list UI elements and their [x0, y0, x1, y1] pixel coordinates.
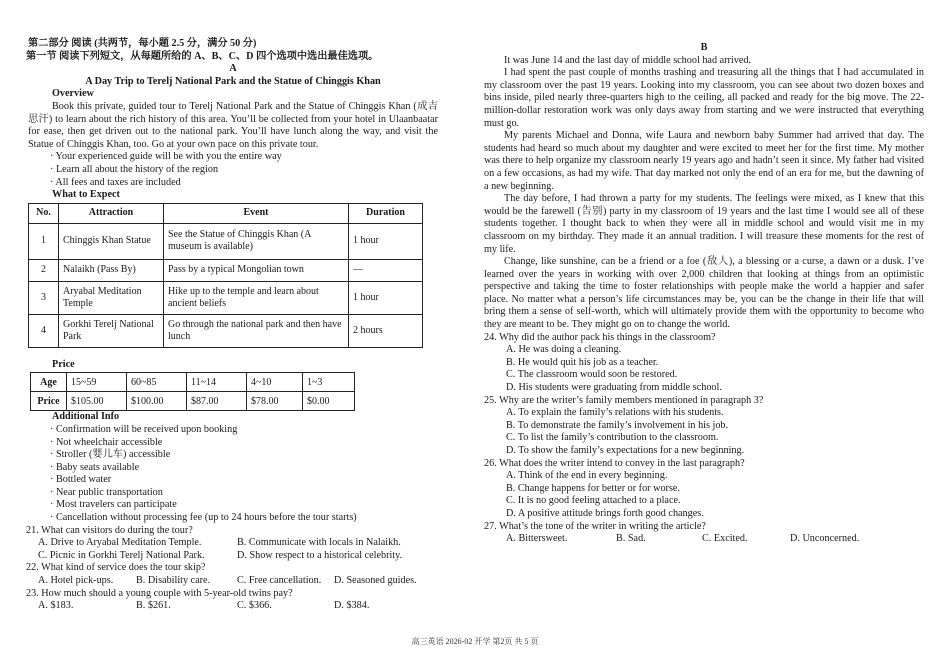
cell-no: 1: [29, 223, 59, 259]
section-instruction: 第一节 阅读下列短文，从每题所给的 A、B、C、D 四个选项中选出最佳选项。: [26, 50, 379, 62]
age-label: Age: [31, 373, 67, 392]
table-header-row: [29, 203, 423, 223]
price-heading: Price: [52, 358, 75, 370]
table-row: [29, 314, 423, 347]
question-23: [26, 588, 438, 613]
cell-no: 2: [29, 259, 59, 281]
price-row-price: [31, 392, 355, 411]
age-cell: 1~3: [303, 373, 355, 392]
table-row: [29, 259, 423, 281]
table-row: [29, 223, 423, 259]
question-text: 24. Why did the author pack his things in the classroom?: [484, 331, 716, 343]
option-b[interactable]: B. He would quit his job as a teacher.: [506, 356, 659, 368]
cell-attraction: Nalaikh (Pass By): [59, 259, 164, 281]
passage-b-p4: The day before, I had thrown a party for my students. The feelings were mixed, as I knew that this would be the farewell (告别) party in my classroom of 19 years and the last time I would see all of these students together. I thought back to when they were all in middle school and would visit me in my classroom on my birthday. They made it an annual tradition. I will treasure these moments for the rest of my life.: [484, 193, 924, 255]
price-cell: $0.00: [303, 392, 355, 411]
price-row-age: [31, 373, 355, 392]
age-cell: 11~14: [187, 373, 247, 392]
question-text: 25. Why are the writer’s family members mentioned in paragraph 3?: [484, 394, 764, 406]
option-a[interactable]: A. Think of the end in every beginning.: [506, 470, 668, 482]
cell-attraction: Aryabal Meditation Temple: [59, 281, 164, 314]
info-item: · Cancellation without processing fee (up to 24 hours before the tour starts): [50, 512, 357, 524]
cell-duration: —: [349, 259, 423, 281]
price-cell: $78.00: [247, 392, 303, 411]
option-b[interactable]: B. To demonstrate the family’s involvement in his job.: [506, 419, 729, 431]
info-item: · Bottled water: [50, 474, 112, 486]
overview-bullet: · Learn all about the history of the region: [50, 163, 219, 175]
option-b[interactable]: B. Disability care.: [136, 575, 211, 587]
option-d[interactable]: D. $384.: [334, 600, 370, 612]
option-a[interactable]: A. To explain the family’s relations with his students.: [506, 407, 724, 419]
question-21: [26, 525, 438, 563]
cell-duration: 1 hour: [349, 281, 423, 314]
option-d[interactable]: D. Unconcerned.: [790, 533, 860, 545]
passage-b-p1: It was June 14 and the last day of middle school had arrived.: [504, 54, 751, 66]
option-c[interactable]: C. Excited.: [702, 533, 748, 545]
question-27: [484, 521, 924, 546]
cell-event: Hike up to the temple and learn about ancient beliefs: [164, 281, 349, 314]
info-item: · Not wheelchair accessible: [50, 436, 163, 448]
cell-attraction: Gorkhi Terelj National Park: [59, 314, 164, 347]
overview-heading: Overview: [52, 88, 94, 100]
right-column: [484, 42, 924, 546]
price-cell: $105.00: [67, 392, 127, 411]
option-a[interactable]: A. Drive to Aryabal Meditation Temple.: [38, 537, 202, 549]
attractions-table: [28, 203, 423, 348]
option-b[interactable]: B. Communicate with locals in Nalaikh.: [237, 537, 401, 549]
price-cell: $87.00: [187, 392, 247, 411]
option-d[interactable]: D. To show the family’s expectations for a new beginning.: [506, 445, 745, 456]
cell-event: See the Statue of Chinggis Khan (A museum is available): [164, 223, 349, 259]
question-text: 27. What’s the tone of the writer in writing the article?: [484, 520, 706, 532]
info-item: · Most travelers can participate: [50, 499, 177, 511]
cell-no: 3: [29, 281, 59, 314]
option-b[interactable]: B. Sad.: [616, 533, 646, 545]
option-c[interactable]: C. It is no good feeling attached to a place.: [506, 495, 681, 507]
col-header-no: No.: [29, 203, 59, 223]
question-22: [26, 562, 438, 587]
option-c[interactable]: C. The classroom would soon be restored.: [506, 369, 678, 381]
question-text: 21. What can visitors do during the tour?: [26, 524, 193, 536]
expect-heading: What to Expect: [52, 189, 120, 201]
question-26: [484, 458, 924, 521]
cell-duration: 2 hours: [349, 314, 423, 347]
section-heading: 第二部分 阅读 (共两节，每小题 2.5 分，满分 50 分): [28, 38, 257, 49]
option-a[interactable]: A. Bittersweet.: [506, 533, 568, 545]
passage-b-p5: Change, like sunshine, can be a friend or a foe (敌人), a blessing or a curse, a dawn or a dusk. I’ve learned over the years in working with over 2,000 children that looking at things from an optimistic perspective and taking the time to foster relationships with people make the world a happier and safer place. No matter what a person’s life circumstances may be, you can be the change in their life that will bring them a sense of self-worth, which will ultimately provide them with the opportunity to become who they are meant to be. They might go on to change the world.: [484, 256, 924, 331]
age-cell: 60~85: [127, 373, 187, 392]
passage-b-letter: B: [700, 42, 708, 53]
info-item: · Confirmation will be received upon booking: [50, 423, 238, 435]
passage-a-title: A Day Trip to Terelj National Park and the Statue of Chinggis Khan: [85, 75, 381, 87]
passage-b-p3: My parents Michael and Donna, wife Laura and newborn baby Summer had arrived that day. The students had heard so much about my daughter and were excited to meet her for the first time. My mother was there to help organize my classroom nearly 19 years ago and hadn’t seen it since. My father had visited on a few occasions, as had my wife. That day marked not only the end of an era for me, but the dawning of a new beginning.: [484, 130, 924, 192]
option-a[interactable]: A. Hotel pick-ups.: [38, 575, 114, 587]
overview-bullet: · Your experienced guide will be with you the entire way: [50, 151, 282, 163]
option-c[interactable]: C. Free cancellation.: [237, 575, 322, 587]
option-d[interactable]: D. Show respect to a historical celebrity.: [237, 549, 403, 561]
age-cell: 4~10: [247, 373, 303, 392]
cell-no: 4: [29, 314, 59, 347]
option-d[interactable]: D. His students were graduating from middle school.: [506, 382, 722, 394]
option-a[interactable]: A. He was doing a cleaning.: [506, 344, 622, 356]
left-column: [28, 38, 438, 613]
option-c[interactable]: C. To list the family’s contribution to the classroom.: [506, 432, 719, 444]
question-text: 26. What does the writer intend to convey in the last paragraph?: [484, 457, 745, 469]
info-item: · Stroller (婴儿车) accessible: [50, 449, 171, 461]
page-footer: 高三英语 2026-02 开学 第2页 共 5 页: [411, 637, 539, 646]
overview-bullet: · All fees and taxes are included: [50, 176, 181, 188]
cell-duration: 1 hour: [349, 223, 423, 259]
price-cell: $100.00: [127, 392, 187, 411]
age-cell: 15~59: [67, 373, 127, 392]
question-24: [484, 332, 924, 395]
passage-b-p2: I had spent the past couple of months trashing and treasuring all the things that I had accumulated in my classroom over the past 19 years. Looking into my classroom, you can see about two dozen boxes and bins inside, piled nearly three-quarters high to the ceiling, all packed and ready for the big move. The 22-million-dollar restoration work was only days away from starting and we were instructed that everything must go.: [484, 67, 924, 129]
option-c[interactable]: C. Picnic in Gorkhi Terelj National Park.: [38, 549, 205, 561]
col-header-event: Event: [164, 203, 349, 223]
option-d[interactable]: D. Seasoned guides.: [334, 575, 417, 587]
cell-event: Pass by a typical Mongolian town: [164, 259, 349, 281]
option-b[interactable]: B. Change happens for better or for worse.: [506, 482, 680, 494]
info-item: · Near public transportation: [50, 486, 163, 498]
table-row: [29, 281, 423, 314]
option-a[interactable]: A. $183.: [38, 600, 74, 612]
overview-text: Book this private, guided tour to Terelj National Park and the Statue of Chinggis Khan (成吉思汗) to learn about the rich history of this area. You’ll be collected from your hotel in Ulaanbaatar for ease, then get driven out to the national park. You’ll have lunch along the way, and visit the Statue of Chinggis Khan, too. Go at your own pace on this private tour.: [28, 100, 438, 150]
col-header-attraction: Attraction: [59, 203, 164, 223]
question-25: [484, 395, 924, 458]
option-b[interactable]: B. $261.: [136, 600, 171, 612]
passage-a-letter: A: [229, 63, 237, 75]
cell-event: Go through the national park and then have lunch: [164, 314, 349, 347]
price-table: [30, 372, 355, 411]
info-item: · Baby seats available: [50, 461, 140, 473]
option-d[interactable]: D. A positive attitude brings forth good changes.: [506, 507, 704, 519]
question-text: 22. What kind of service does the tour skip?: [26, 562, 206, 574]
question-text: 23. How much should a young couple with 5-year-old twins pay?: [26, 587, 293, 599]
col-header-duration: Duration: [349, 203, 423, 223]
option-c[interactable]: C. $366.: [237, 600, 272, 612]
price-label: Price: [31, 392, 67, 411]
cell-attraction: Chinggis Khan Statue: [59, 223, 164, 259]
info-heading: Additional Info: [52, 411, 120, 423]
